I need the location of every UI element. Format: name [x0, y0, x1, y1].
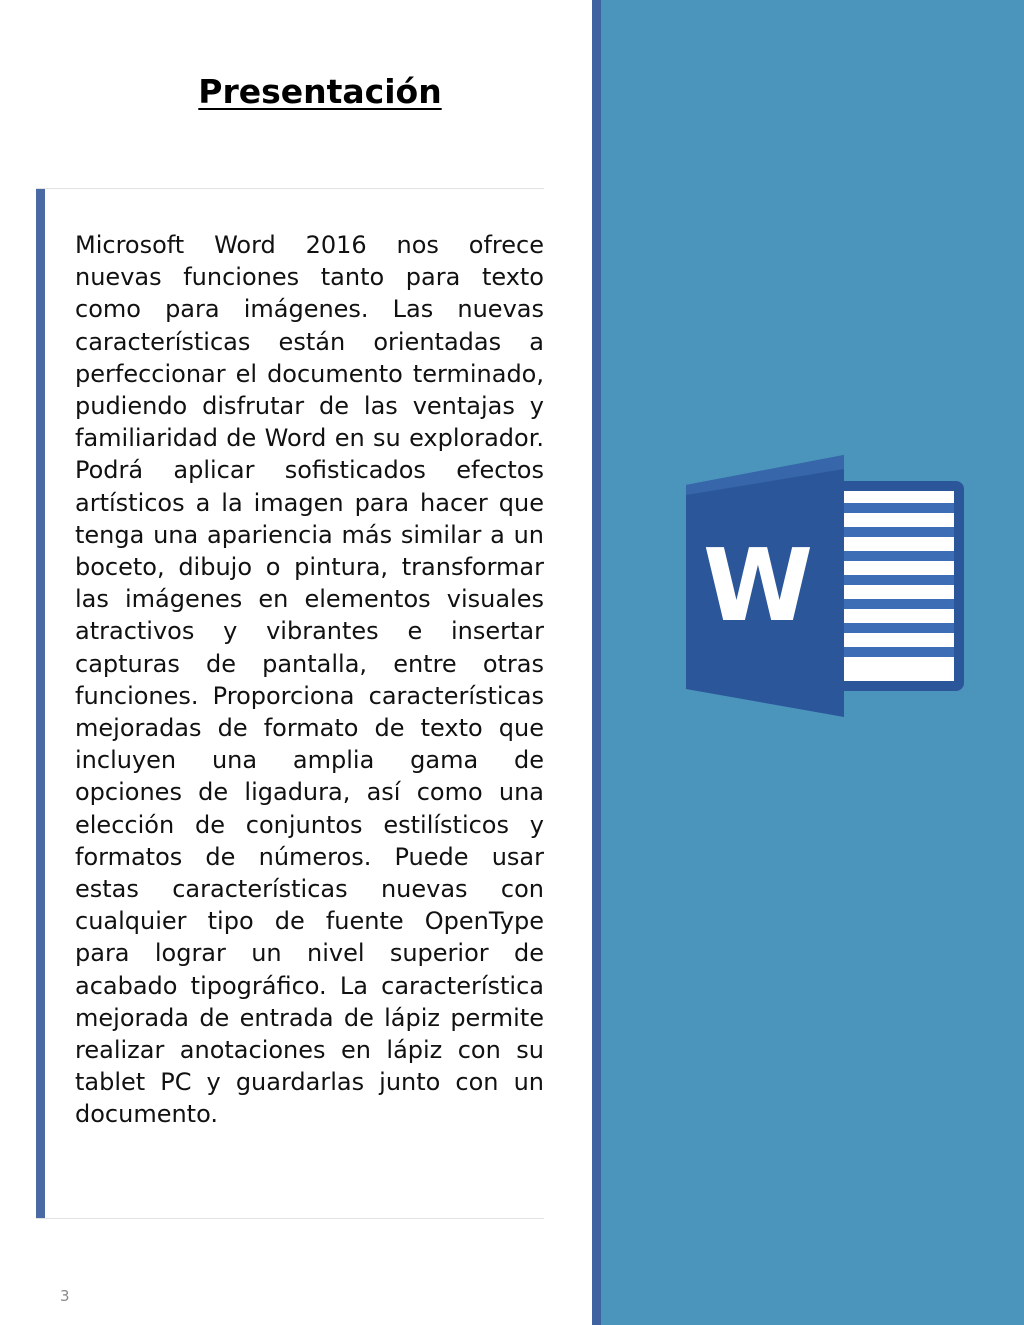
- microsoft-word-logo-icon: [686, 455, 964, 717]
- body-text-block: [36, 188, 544, 1219]
- quote-accent-bar: [36, 189, 45, 1218]
- logo-letter: W: [702, 527, 814, 644]
- side-panel-stripe: [592, 0, 601, 1325]
- side-panel: [592, 0, 1024, 1325]
- page-number: 3: [60, 1287, 70, 1305]
- page-title: Presentación: [198, 72, 442, 111]
- body-paragraph: Microsoft Word 2016 nos ofrece nuevas funciones tanto para texto como para imágenes. Las nuevas características están orientadas a perfeccionar el documento terminado, pudiendo disfrutar de las ventajas y familiaridad de Word en su explorador. Podrá aplicar sofisticados efectos artísticos a la imagen para hacer que tenga una apariencia más similar a un boceto, dibujo o pintura, transformar las imágenes en elementos visuales atractivos y vibrantes e insertar capturas de pantalla, entre otras funciones. Proporciona características mejoradas de formato de texto que incluyen una amplia gama de opciones de ligadura, así como una elección de conjuntos estilísticos y formatos de números. Puede usar estas características nuevas con cualquier tipo de fuente OpenType para lograr un nivel superior de acabado tipográfico. La característica mejorada de entrada de lápiz permite realizar anotaciones en lápiz con su tablet PC y guardarlas junto con un documento.: [75, 231, 544, 1129]
